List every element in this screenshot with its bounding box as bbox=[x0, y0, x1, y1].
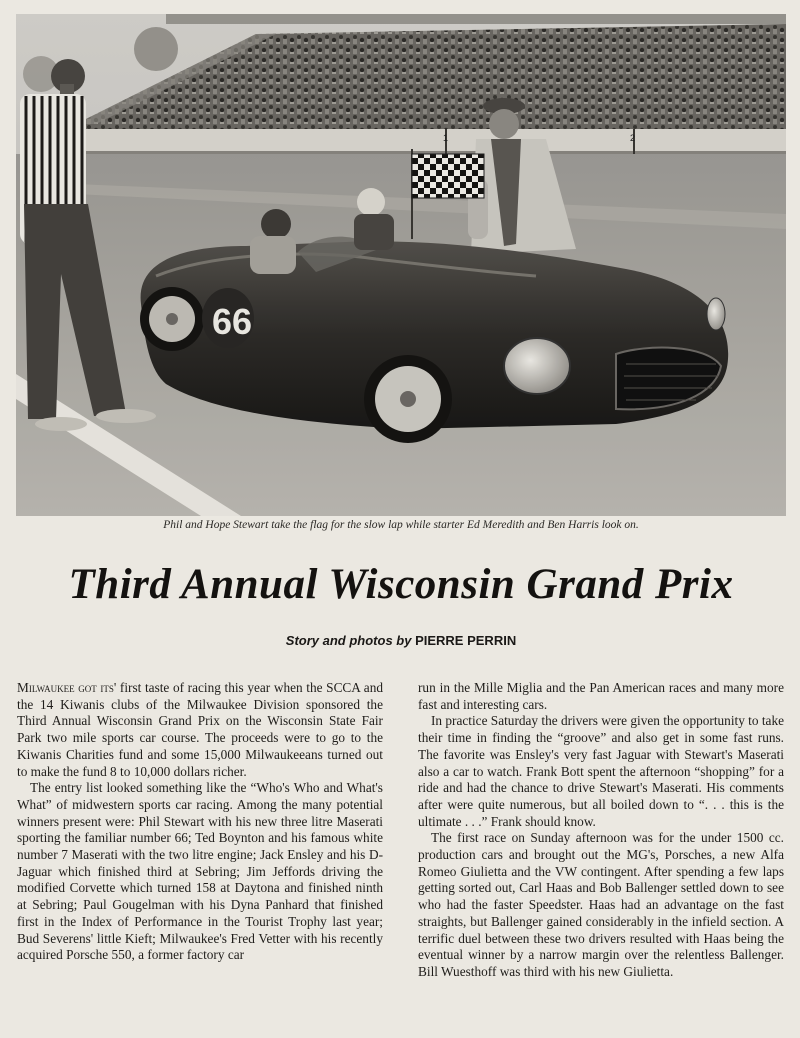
byline-lead: Story and photos by bbox=[285, 633, 412, 648]
pole-label-2: 2 bbox=[630, 133, 636, 143]
photo-caption: Phil and Hope Stewart take the flag for the slow lap while starter Ed Meredith and Ben Harris look on. bbox=[163, 519, 639, 531]
paragraph-text: first taste of racing this year when the SCCA and the 14 Kiwanis clubs of the Milwaukee Division sponsored the Third Annual Wisconsin Grand Prix on the Wisconsin State Fair Park two mile sports car course. The proceeds were to go to the Kiwanis Charities fund and some 15,000 Milwaukeeans turned out to make the fund 8 to 10,000 dollars richer. bbox=[17, 680, 383, 779]
car-number: 66 bbox=[212, 301, 253, 342]
race-photo-illustration bbox=[16, 14, 786, 516]
article-headline: Third Annual Wisconsin Grand Prix bbox=[68, 561, 734, 608]
paragraph bbox=[17, 680, 383, 780]
paragraph: run in the Mille Miglia and the Pan American races and many more fast and interesting cars. bbox=[418, 680, 784, 712]
paragraph: The first race on Sunday afternoon was for the under 1500 cc. production cars and brought out the MG's, Porsches, a new Alfa Romeo Giulietta and the VW contingent. After spending a few laps getting sorted out, Carl Haas and Bob Ballenger settled down to see who had the faster Speedster. Haas had an advantage on the fast straights, but Ballenger gained considerably in the infield section. A terrific duel between these two drivers resulted with Haas being the eventual winner by a narrow margin over the relentless Ballenger. Bill Wuesthoff was third with his new Giulietta. bbox=[418, 830, 784, 979]
article-column-right bbox=[418, 680, 784, 981]
byline bbox=[16, 633, 786, 648]
pole-label-1: 1 bbox=[443, 133, 449, 143]
paragraph: In practice Saturday the drivers were given the opportunity to take their time in finding the “groove” and also get in some fast runs. The favorite was Ensley's very fast Jaguar with Stewart's Maserati also a car to watch. Frank Bott spent the afternoon “shopping” for a ride and had the chance to drive Stewart's Maserati. His comments after were quite numerous, but all boiled down to “. . . this is the ultimate . . .” Frank should know. bbox=[418, 713, 784, 829]
byline-author: PIERRE PERRIN bbox=[415, 633, 517, 648]
lead-in: Milwaukee got its' bbox=[17, 680, 117, 695]
article-column-left bbox=[17, 680, 383, 964]
race-photo bbox=[16, 14, 786, 516]
paragraph: The entry list looked something like the “Who's Who and What's What” of midwestern sports car racing. Among the many potential winners present were: Phil Stewart with his new three litre Maserati sporting the familiar number 66; Ted Boynton and his famous white number 7 Maserati with the two litre engine; Jack Ensley and his D-Jaguar which finished third at Sebring; Jim Jeffords driving the modified Corvette which turned 158 at Daytona and finished ninth at Sebring; Paul Gougelman with his Dyna Panhard that finished first in the Index of Performance in the Tourist Trophy last year; Bud Severens' little Kieft; Milwaukee's Fred Vetter with his recently acquired Porsche 550, a former factory car bbox=[17, 780, 383, 963]
